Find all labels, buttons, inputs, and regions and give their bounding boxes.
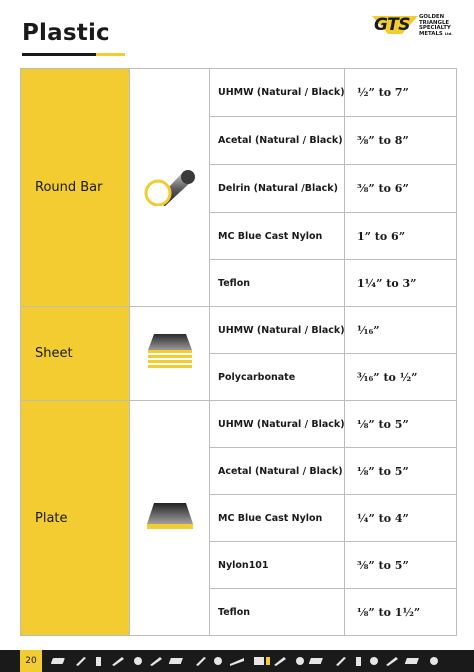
size-cell: ⅜” to 6” (345, 165, 457, 213)
footer-bar (0, 650, 474, 672)
sheet-stack-icon (146, 330, 194, 374)
material-cell: Polycarbonate (210, 354, 345, 401)
logo-line-2: TRIANGLE (419, 19, 450, 26)
logo-wordmark (419, 15, 453, 37)
size-cell: ⅛” to 1½” (345, 589, 457, 636)
size-cell: 1” to 6” (345, 213, 457, 260)
size-cell: ⅜” to 5” (345, 542, 457, 589)
logo-line-1: GOLDEN (419, 14, 445, 20)
material-cell: MC Blue Cast Nylon (210, 495, 345, 542)
logo-line-4 (419, 32, 453, 38)
material-cell: UHMW (Natural / Black) (210, 69, 345, 117)
table-row (21, 401, 457, 448)
company-logo (372, 14, 456, 44)
size-cell: 1¼” to 3” (345, 260, 457, 307)
material-cell: Acetal (Natural / Black) (210, 448, 345, 495)
table-row (21, 69, 457, 117)
material-cell: Teflon (210, 589, 345, 636)
table-row (21, 307, 457, 354)
material-cell: Acetal (Natural / Black) (210, 117, 345, 165)
page-number: 20 (20, 650, 42, 672)
product-table (20, 68, 457, 636)
logo-suffix: Ltd. (444, 31, 453, 36)
material-cell: UHMW (Natural / Black) (210, 307, 345, 354)
title-underline-gold (96, 53, 125, 56)
footer-product-icons (50, 655, 450, 667)
size-cell: ⅛” to 5” (345, 448, 457, 495)
title-underline (22, 53, 125, 56)
page-title: Plastic (22, 20, 110, 46)
form-cell-plate: Plate (21, 401, 130, 636)
size-cell: ⅛” to 5” (345, 401, 457, 448)
icon-cell (130, 401, 210, 636)
size-cell: ³⁄₁₆” to ½” (345, 354, 457, 401)
logo-line-3: SPECIALTY (419, 25, 451, 32)
material-cell: Delrin (Natural /Black) (210, 165, 345, 213)
round-bar-icon (143, 166, 197, 206)
form-cell-round-bar: Round Bar (21, 69, 130, 307)
size-cell: ½” to 7” (345, 69, 457, 117)
form-cell-sheet: Sheet (21, 307, 130, 401)
icon-cell (130, 307, 210, 401)
icon-cell (130, 69, 210, 307)
size-cell: ¼” to 4” (345, 495, 457, 542)
material-cell: Teflon (210, 260, 345, 307)
size-cell: ¹⁄₁₆” (345, 307, 457, 354)
material-cell: Nylon101 (210, 542, 345, 589)
logo-line-4-text: METALS (419, 30, 443, 37)
product-shapes-icon-strip (50, 655, 450, 667)
material-cell: UHMW (Natural / Black) (210, 401, 345, 448)
size-cell: ⅜” to 8” (345, 117, 457, 165)
material-cell: MC Blue Cast Nylon (210, 213, 345, 260)
logo-letters: GTS (374, 15, 410, 35)
title-underline-dark (22, 53, 96, 56)
plate-icon (145, 500, 195, 532)
